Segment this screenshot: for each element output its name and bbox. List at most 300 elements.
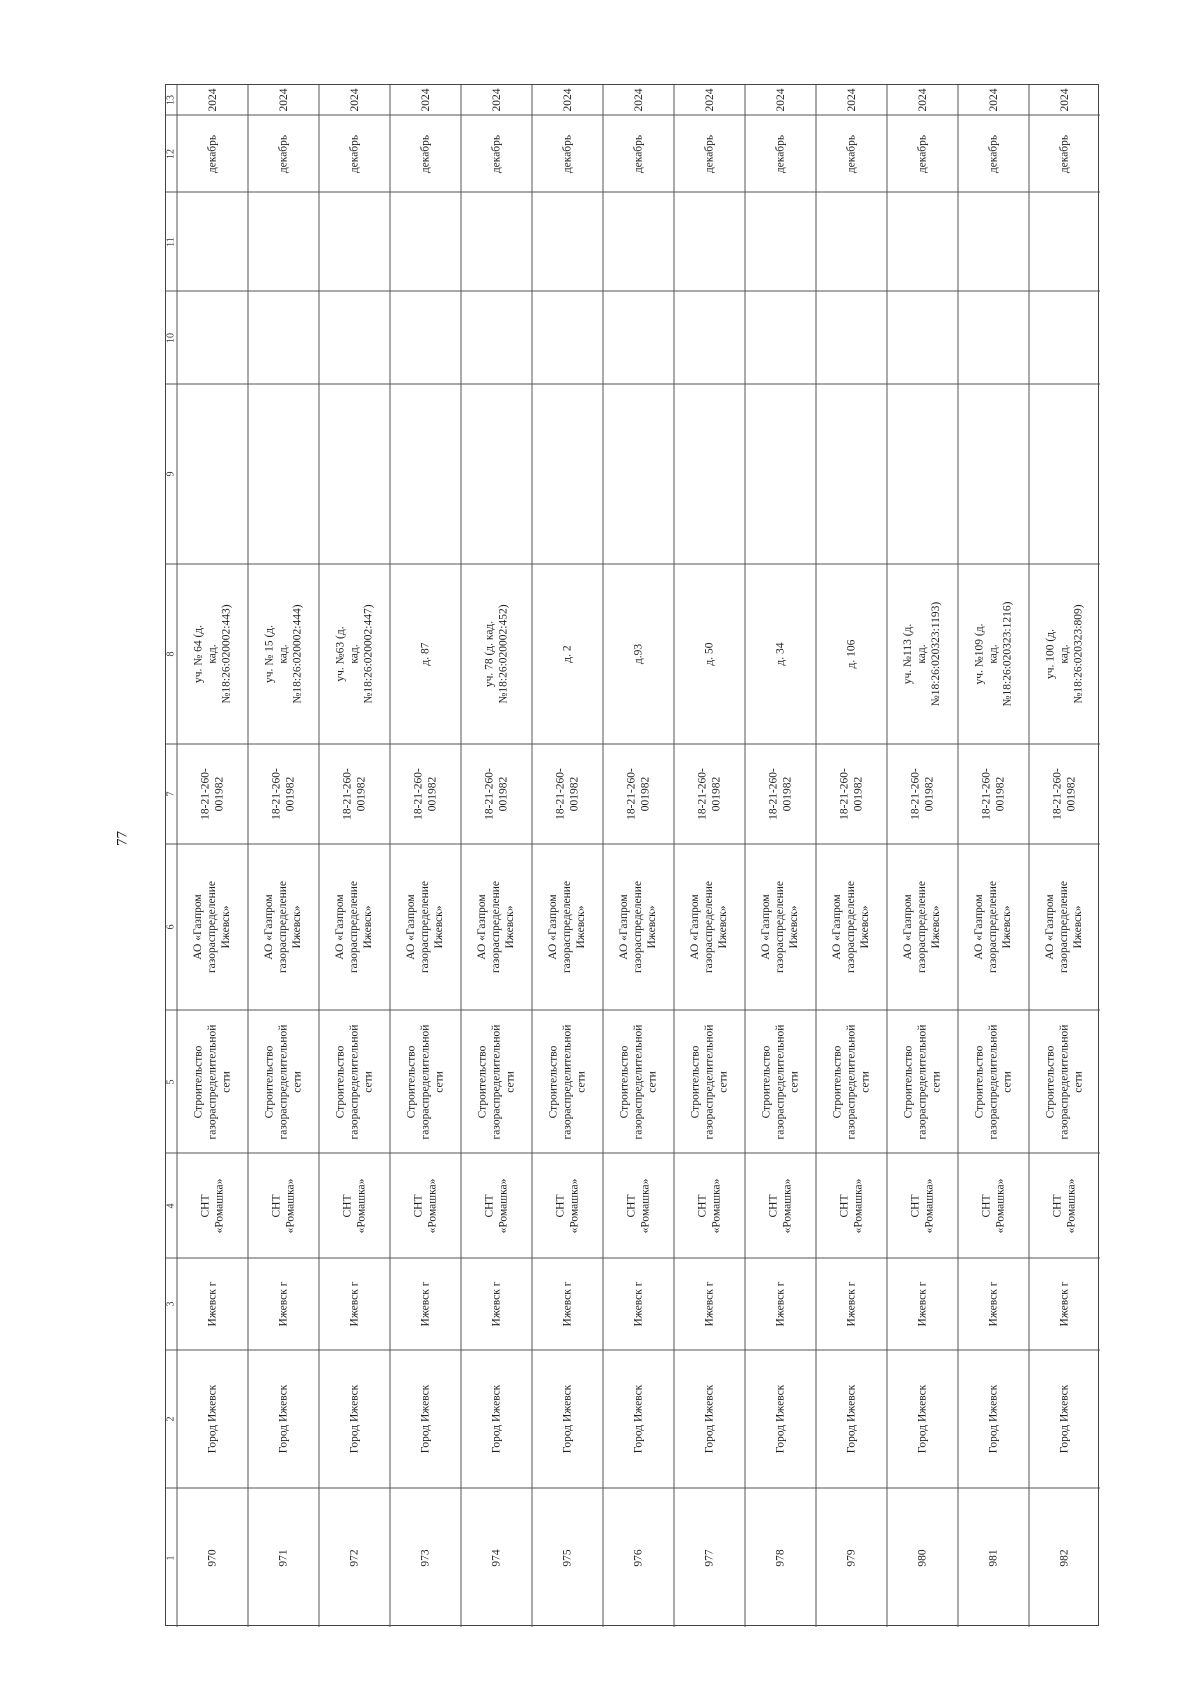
table-cell-text: Строительство газораспределительной сети bbox=[689, 1024, 730, 1139]
table-cell-text: СНТ «Ромашка» bbox=[483, 1178, 510, 1233]
column-header bbox=[166, 1488, 177, 1627]
table-cell bbox=[745, 1258, 816, 1350]
table-cell-text: уч. №113 (д. кад.№18:26:020323:1193) bbox=[902, 601, 943, 707]
table-cell bbox=[319, 1010, 390, 1153]
table-cell bbox=[1029, 115, 1100, 192]
table-cell bbox=[461, 744, 532, 844]
table-cell-text: 982 bbox=[1058, 1548, 1071, 1567]
table-cell bbox=[816, 1010, 887, 1153]
table-cell bbox=[603, 1153, 674, 1258]
table-cell-text: 18-21-260-001982 bbox=[696, 768, 723, 820]
table-cell-text: Ижевск г bbox=[561, 1281, 574, 1327]
table-cell-text: СНТ «Ромашка» bbox=[696, 1178, 723, 1233]
table-cell bbox=[461, 1153, 532, 1258]
table-cell bbox=[248, 1258, 319, 1350]
table-cell bbox=[816, 192, 887, 291]
table-cell bbox=[674, 744, 745, 844]
table-cell bbox=[532, 1488, 603, 1627]
table-cell-text: 2024 bbox=[419, 88, 432, 112]
table-cell bbox=[745, 564, 816, 744]
table-cell bbox=[177, 1350, 248, 1488]
table-cell bbox=[1029, 744, 1100, 844]
column-header-text: 11 bbox=[165, 236, 177, 247]
table-cell bbox=[816, 85, 887, 115]
table-cell-text: Строительство газораспределительной сети bbox=[760, 1024, 801, 1139]
table-cell-text: уч. № 15 (д. кад.№18:26:020002:444) bbox=[263, 604, 304, 704]
table-cell-text: декабрь bbox=[845, 134, 858, 173]
table-cell bbox=[319, 1258, 390, 1350]
table-cell bbox=[1029, 1258, 1100, 1350]
table-cell bbox=[745, 744, 816, 844]
table-cell bbox=[461, 85, 532, 115]
column-header bbox=[166, 744, 177, 844]
table-cell bbox=[603, 192, 674, 291]
table-cell bbox=[461, 1350, 532, 1488]
table-cell bbox=[887, 844, 958, 1010]
table-cell-text: 978 bbox=[774, 1548, 787, 1567]
table-cell-text: Ижевск г bbox=[845, 1281, 858, 1327]
table-cell bbox=[958, 85, 1029, 115]
table-cell-text: 2024 bbox=[348, 88, 361, 112]
table-cell-text: 972 bbox=[348, 1548, 361, 1567]
table-cell-text: декабрь bbox=[703, 134, 716, 173]
table-cell bbox=[390, 115, 461, 192]
table-cell-text: Город Ижевск bbox=[277, 1384, 290, 1454]
table-cell bbox=[177, 1010, 248, 1153]
table-cell-text: Ижевск г bbox=[277, 1281, 290, 1327]
table-cell-text: декабрь bbox=[277, 134, 290, 173]
table-cell bbox=[745, 85, 816, 115]
table-cell-text: 18-21-260-001982 bbox=[199, 768, 226, 820]
table-cell bbox=[532, 115, 603, 192]
table-cell bbox=[887, 291, 958, 384]
table-cell-text: СНТ «Ромашка» bbox=[838, 1178, 865, 1233]
table-cell bbox=[532, 384, 603, 564]
table-cell-text: декабрь bbox=[419, 134, 432, 173]
table-cell bbox=[887, 115, 958, 192]
table-cell-text: СНТ «Ромашка» bbox=[909, 1178, 936, 1233]
table-cell-text: 2024 bbox=[774, 88, 787, 112]
table-cell-text: 980 bbox=[916, 1548, 929, 1567]
table-cell-text: 977 bbox=[703, 1548, 716, 1567]
table-cell-text: 18-21-260-001982 bbox=[412, 768, 439, 820]
table-cell bbox=[674, 85, 745, 115]
table-cell bbox=[958, 1488, 1029, 1627]
table-cell bbox=[958, 192, 1029, 291]
table-cell bbox=[319, 384, 390, 564]
table-cell bbox=[745, 192, 816, 291]
table-cell bbox=[461, 115, 532, 192]
table-cell-text: 976 bbox=[632, 1548, 645, 1567]
table-cell bbox=[177, 1258, 248, 1350]
table-cell bbox=[745, 291, 816, 384]
column-header-text: 10 bbox=[165, 332, 177, 343]
table-cell-text: СНТ «Ромашка» bbox=[767, 1178, 794, 1233]
table-cell bbox=[390, 1010, 461, 1153]
table-cell-text: 2024 bbox=[206, 88, 219, 112]
table-cell bbox=[603, 85, 674, 115]
table-cell-text: Ижевск г bbox=[703, 1281, 716, 1327]
table-cell bbox=[603, 744, 674, 844]
table-cell bbox=[958, 384, 1029, 564]
table-cell bbox=[461, 1010, 532, 1153]
table-cell bbox=[390, 291, 461, 384]
table-cell-text: Строительство газораспределительной сети bbox=[405, 1024, 446, 1139]
table-cell bbox=[745, 844, 816, 1010]
table-cell-text: декабрь bbox=[774, 134, 787, 173]
table-cell-text: АО «Газпром газораспределение Ижевск» bbox=[831, 880, 872, 974]
table-cell-text: Город Ижевск bbox=[987, 1384, 1000, 1454]
table-cell-text: 2024 bbox=[987, 88, 1000, 112]
table-cell bbox=[390, 1153, 461, 1258]
column-header bbox=[166, 291, 177, 384]
table-cell bbox=[958, 564, 1029, 744]
table-cell-text: Ижевск г bbox=[419, 1281, 432, 1327]
table-cell-text: 2024 bbox=[1058, 88, 1071, 112]
table-cell-text: 2024 bbox=[632, 88, 645, 112]
table-cell-text: Город Ижевск bbox=[916, 1384, 929, 1454]
table-cell bbox=[461, 844, 532, 1010]
table-cell bbox=[603, 384, 674, 564]
table-cell bbox=[674, 115, 745, 192]
table-cell bbox=[887, 85, 958, 115]
table-cell bbox=[958, 1010, 1029, 1153]
table-cell bbox=[816, 384, 887, 564]
table-cell-text: д. 50 bbox=[703, 642, 716, 666]
table-cell bbox=[1029, 1010, 1100, 1153]
table-cell bbox=[461, 192, 532, 291]
table-cell-text: СНТ «Ромашка» bbox=[1051, 1178, 1078, 1233]
table-cell bbox=[958, 844, 1029, 1010]
table-cell bbox=[674, 564, 745, 744]
table-cell bbox=[603, 291, 674, 384]
table-cell bbox=[816, 1350, 887, 1488]
table-cell bbox=[319, 1350, 390, 1488]
table-cell bbox=[390, 564, 461, 744]
table-cell bbox=[177, 1153, 248, 1258]
column-header bbox=[166, 1010, 177, 1153]
table-cell bbox=[248, 291, 319, 384]
column-header bbox=[166, 384, 177, 564]
table-cell bbox=[177, 115, 248, 192]
table-cell bbox=[1029, 1350, 1100, 1488]
table-cell bbox=[177, 844, 248, 1010]
table-cell bbox=[1029, 1153, 1100, 1258]
table-cell bbox=[461, 1488, 532, 1627]
table-cell-text: 18-21-260-001982 bbox=[270, 768, 297, 820]
table-cell bbox=[674, 192, 745, 291]
table-cell-text: АО «Газпром газораспределение Ижевск» bbox=[547, 880, 588, 974]
table-cell-text: 2024 bbox=[916, 88, 929, 112]
column-header bbox=[166, 564, 177, 744]
table-cell bbox=[816, 1153, 887, 1258]
table-cell bbox=[177, 192, 248, 291]
table-cell-text: СНТ «Ромашка» bbox=[412, 1178, 439, 1233]
table-cell bbox=[603, 1350, 674, 1488]
table-cell-text: АО «Газпром газораспределение Ижевск» bbox=[476, 880, 517, 974]
table-cell-text: 2024 bbox=[561, 88, 574, 112]
column-header bbox=[166, 85, 177, 115]
table-cell bbox=[745, 1488, 816, 1627]
table-cell bbox=[958, 744, 1029, 844]
table-cell bbox=[319, 85, 390, 115]
table-cell-text: СНТ «Ромашка» bbox=[199, 1178, 226, 1233]
table-cell-text: 18-21-260-001982 bbox=[341, 768, 368, 820]
table-cell bbox=[1029, 384, 1100, 564]
table-cell bbox=[248, 564, 319, 744]
table-cell-text: Город Ижевск bbox=[490, 1384, 503, 1454]
table-cell-text: декабрь bbox=[1058, 134, 1071, 173]
table-cell-text: д. 87 bbox=[419, 642, 432, 666]
table-cell-text: 18-21-260-001982 bbox=[554, 768, 581, 820]
table-cell bbox=[958, 1258, 1029, 1350]
table-cell-text: Ижевск г bbox=[987, 1281, 1000, 1327]
table-cell-text: 974 bbox=[490, 1548, 503, 1567]
data-table bbox=[165, 84, 1099, 1626]
table-cell-text: Ижевск г bbox=[916, 1281, 929, 1327]
table-cell bbox=[390, 85, 461, 115]
table-cell-text: 18-21-260-001982 bbox=[483, 768, 510, 820]
table-cell bbox=[887, 1488, 958, 1627]
table-cell bbox=[461, 291, 532, 384]
table-cell-text: декабрь bbox=[206, 134, 219, 173]
table-cell-text: д. 106 bbox=[845, 639, 858, 669]
table-cell bbox=[958, 1153, 1029, 1258]
table-cell-text: АО «Газпром газораспределение Ижевск» bbox=[405, 880, 446, 974]
table-cell bbox=[816, 564, 887, 744]
table-cell bbox=[532, 744, 603, 844]
table-cell-text: АО «Газпром газораспределение Ижевск» bbox=[760, 880, 801, 974]
table-cell bbox=[745, 1010, 816, 1153]
table-cell bbox=[1029, 85, 1100, 115]
table-cell bbox=[248, 1153, 319, 1258]
table-cell-text: Ижевск г bbox=[1058, 1281, 1071, 1327]
table-cell bbox=[674, 1350, 745, 1488]
table-cell-text: уч. 78 (д. кад.№18:26:020002:452) bbox=[483, 604, 510, 704]
table-cell bbox=[674, 1153, 745, 1258]
table-cell-text: Ижевск г bbox=[490, 1281, 503, 1327]
table-cell-text: Город Ижевск bbox=[1058, 1384, 1071, 1454]
table-cell bbox=[248, 192, 319, 291]
table-cell-text: АО «Газпром газораспределение Ижевск» bbox=[618, 880, 659, 974]
table-cell-text: Город Ижевск bbox=[348, 1384, 361, 1454]
table-cell bbox=[319, 291, 390, 384]
table-cell bbox=[958, 291, 1029, 384]
table-cell-text: уч. № 64 (д. кад.№18:26:020002:443) bbox=[192, 604, 233, 704]
table-cell bbox=[674, 1010, 745, 1153]
table-cell bbox=[603, 1258, 674, 1350]
table-cell-text: уч. №63 (д. кад.№18:26:020002:447) bbox=[334, 604, 375, 704]
table-cell-text: 18-21-260-001982 bbox=[1051, 768, 1078, 820]
table-cell-text: АО «Газпром газораспределение Ижевск» bbox=[902, 880, 943, 974]
table-cell bbox=[603, 844, 674, 1010]
table-cell bbox=[532, 1258, 603, 1350]
table-cell-text: декабрь bbox=[632, 134, 645, 173]
table-cell bbox=[816, 115, 887, 192]
table-cell-text: Строительство газораспределительной сети bbox=[618, 1024, 659, 1139]
table-cell bbox=[319, 192, 390, 291]
table-cell-text: 2024 bbox=[703, 88, 716, 112]
table-cell-text: СНТ «Ромашка» bbox=[554, 1178, 581, 1233]
table-cell bbox=[532, 1153, 603, 1258]
table-cell bbox=[461, 384, 532, 564]
table-cell bbox=[390, 1488, 461, 1627]
table-cell-text: АО «Газпром газораспределение Ижевск» bbox=[334, 880, 375, 974]
table-cell-text: Строительство газораспределительной сети bbox=[263, 1024, 304, 1139]
table-cell-text: 979 bbox=[845, 1548, 858, 1567]
table-cell bbox=[177, 384, 248, 564]
table-cell-text: Ижевск г bbox=[206, 1281, 219, 1327]
column-header-text: 2 bbox=[165, 1416, 177, 1422]
table-cell bbox=[248, 744, 319, 844]
table-cell bbox=[390, 384, 461, 564]
table-cell bbox=[816, 844, 887, 1010]
table-cell-text: Строительство газораспределительной сети bbox=[1044, 1024, 1085, 1139]
table-cell bbox=[816, 1488, 887, 1627]
table-cell-text: Город Ижевск bbox=[206, 1384, 219, 1454]
table-cell bbox=[816, 291, 887, 384]
table-cell bbox=[887, 1350, 958, 1488]
column-header-text: 8 bbox=[165, 651, 177, 657]
table-cell bbox=[390, 844, 461, 1010]
table-cell bbox=[887, 192, 958, 291]
table-cell bbox=[603, 1010, 674, 1153]
column-header bbox=[166, 1350, 177, 1488]
column-header-text: 1 bbox=[165, 1555, 177, 1560]
table-cell-text: 973 bbox=[419, 1548, 432, 1567]
table-cell-text: декабрь bbox=[561, 134, 574, 173]
table-cell bbox=[532, 1010, 603, 1153]
table-cell bbox=[248, 1010, 319, 1153]
table-cell-text: уч. 100 (д. кад.№18:26:020323:809) bbox=[1044, 604, 1085, 704]
table-cell bbox=[745, 115, 816, 192]
table-cell bbox=[1029, 1488, 1100, 1627]
table-cell-text: Город Ижевск bbox=[561, 1384, 574, 1454]
table-cell bbox=[319, 744, 390, 844]
table-cell-text: Строительство газораспределительной сети bbox=[902, 1024, 943, 1139]
table-cell-text: 975 bbox=[561, 1548, 574, 1567]
table-cell-text: СНТ «Ромашка» bbox=[341, 1178, 368, 1233]
table-cell-text: Ижевск г bbox=[632, 1281, 645, 1327]
table-cell-text: Строительство газораспределительной сети bbox=[476, 1024, 517, 1139]
column-header bbox=[166, 844, 177, 1010]
table-cell-text: декабрь bbox=[916, 134, 929, 173]
table-cell-text: 2024 bbox=[277, 88, 290, 112]
table-cell-text: Строительство газораспределительной сети bbox=[547, 1024, 588, 1139]
table-cell bbox=[248, 1488, 319, 1627]
table-cell bbox=[1029, 564, 1100, 744]
table-cell bbox=[532, 192, 603, 291]
table-cell-text: СНТ «Ромашка» bbox=[625, 1178, 652, 1233]
table-cell bbox=[319, 1153, 390, 1258]
table-cell-text: д. 2 bbox=[561, 645, 574, 663]
table-cell bbox=[248, 384, 319, 564]
table-cell-text: СНТ «Ромашка» bbox=[980, 1178, 1007, 1233]
table-cell bbox=[390, 1350, 461, 1488]
column-header bbox=[166, 1153, 177, 1258]
table-cell bbox=[674, 1258, 745, 1350]
table-cell bbox=[887, 384, 958, 564]
table-cell-text: д. 34 bbox=[774, 642, 787, 666]
table-cell-text: 18-21-260-001982 bbox=[909, 768, 936, 820]
table-cell-text: АО «Газпром газораспределение Ижевск» bbox=[973, 880, 1014, 974]
table-cell bbox=[390, 1258, 461, 1350]
table-cell bbox=[248, 85, 319, 115]
page-number: 77 bbox=[114, 831, 131, 846]
table-cell bbox=[319, 844, 390, 1010]
table-cell bbox=[887, 1258, 958, 1350]
table-cell bbox=[958, 1350, 1029, 1488]
column-header-text: 4 bbox=[165, 1203, 177, 1208]
table-cell-text: Строительство газораспределительной сети bbox=[973, 1024, 1014, 1139]
column-header-text: 7 bbox=[165, 791, 177, 797]
table-cell bbox=[177, 85, 248, 115]
table-cell bbox=[177, 744, 248, 844]
column-header-text: 12 bbox=[165, 148, 177, 159]
table-cell-text: декабрь bbox=[348, 134, 361, 173]
table-cell bbox=[958, 115, 1029, 192]
table-cell bbox=[177, 564, 248, 744]
table-cell bbox=[674, 844, 745, 1010]
column-header bbox=[166, 192, 177, 291]
table-cell bbox=[745, 1153, 816, 1258]
table-cell-text: Ижевск г bbox=[774, 1281, 787, 1327]
column-header-text: 3 bbox=[165, 1301, 177, 1307]
table-cell bbox=[461, 1258, 532, 1350]
table-cell bbox=[745, 1350, 816, 1488]
table-cell-text: АО «Газпром газораспределение Ижевск» bbox=[689, 880, 730, 974]
table-cell bbox=[177, 291, 248, 384]
table-cell-text: Город Ижевск bbox=[845, 1384, 858, 1454]
table-cell-text: уч. №109 (д. кад.№18:26:020323:1216) bbox=[973, 601, 1014, 707]
table-cell bbox=[887, 564, 958, 744]
table-cell bbox=[674, 1488, 745, 1627]
table-cell-text: 971 bbox=[277, 1548, 290, 1567]
table-cell-text: Город Ижевск bbox=[419, 1384, 432, 1454]
table-cell-text: Строительство газораспределительной сети bbox=[192, 1024, 233, 1139]
table-cell bbox=[461, 564, 532, 744]
table-cell bbox=[816, 744, 887, 844]
table-cell bbox=[887, 744, 958, 844]
table-cell bbox=[532, 291, 603, 384]
table-cell-text: 2024 bbox=[490, 88, 503, 112]
table-cell bbox=[390, 744, 461, 844]
table-cell bbox=[390, 192, 461, 291]
table-cell bbox=[532, 1350, 603, 1488]
table-cell bbox=[745, 384, 816, 564]
table-cell bbox=[1029, 844, 1100, 1010]
table-cell bbox=[816, 1258, 887, 1350]
table-cell-text: д.93 bbox=[632, 643, 645, 665]
table-cell bbox=[248, 844, 319, 1010]
table-cell-text: 18-21-260-001982 bbox=[767, 768, 794, 820]
table-cell-text: Ижевск г bbox=[348, 1281, 361, 1327]
table-cell-text: АО «Газпром газораспределение Ижевск» bbox=[192, 880, 233, 974]
table-cell bbox=[532, 564, 603, 744]
table-cell-text: Город Ижевск bbox=[632, 1384, 645, 1454]
column-header bbox=[166, 1258, 177, 1350]
table-cell bbox=[674, 291, 745, 384]
table-cell-text: Строительство газораспределительной сети bbox=[334, 1024, 375, 1139]
table-cell bbox=[248, 1350, 319, 1488]
table-cell bbox=[887, 1010, 958, 1153]
table-cell bbox=[532, 85, 603, 115]
table-cell-text: АО «Газпром газораспределение Ижевск» bbox=[263, 880, 304, 974]
column-header bbox=[166, 115, 177, 192]
table-cell bbox=[603, 1488, 674, 1627]
table-cell-text: Строительство газораспределительной сети bbox=[831, 1024, 872, 1139]
table-cell-text: 981 bbox=[987, 1548, 1000, 1567]
